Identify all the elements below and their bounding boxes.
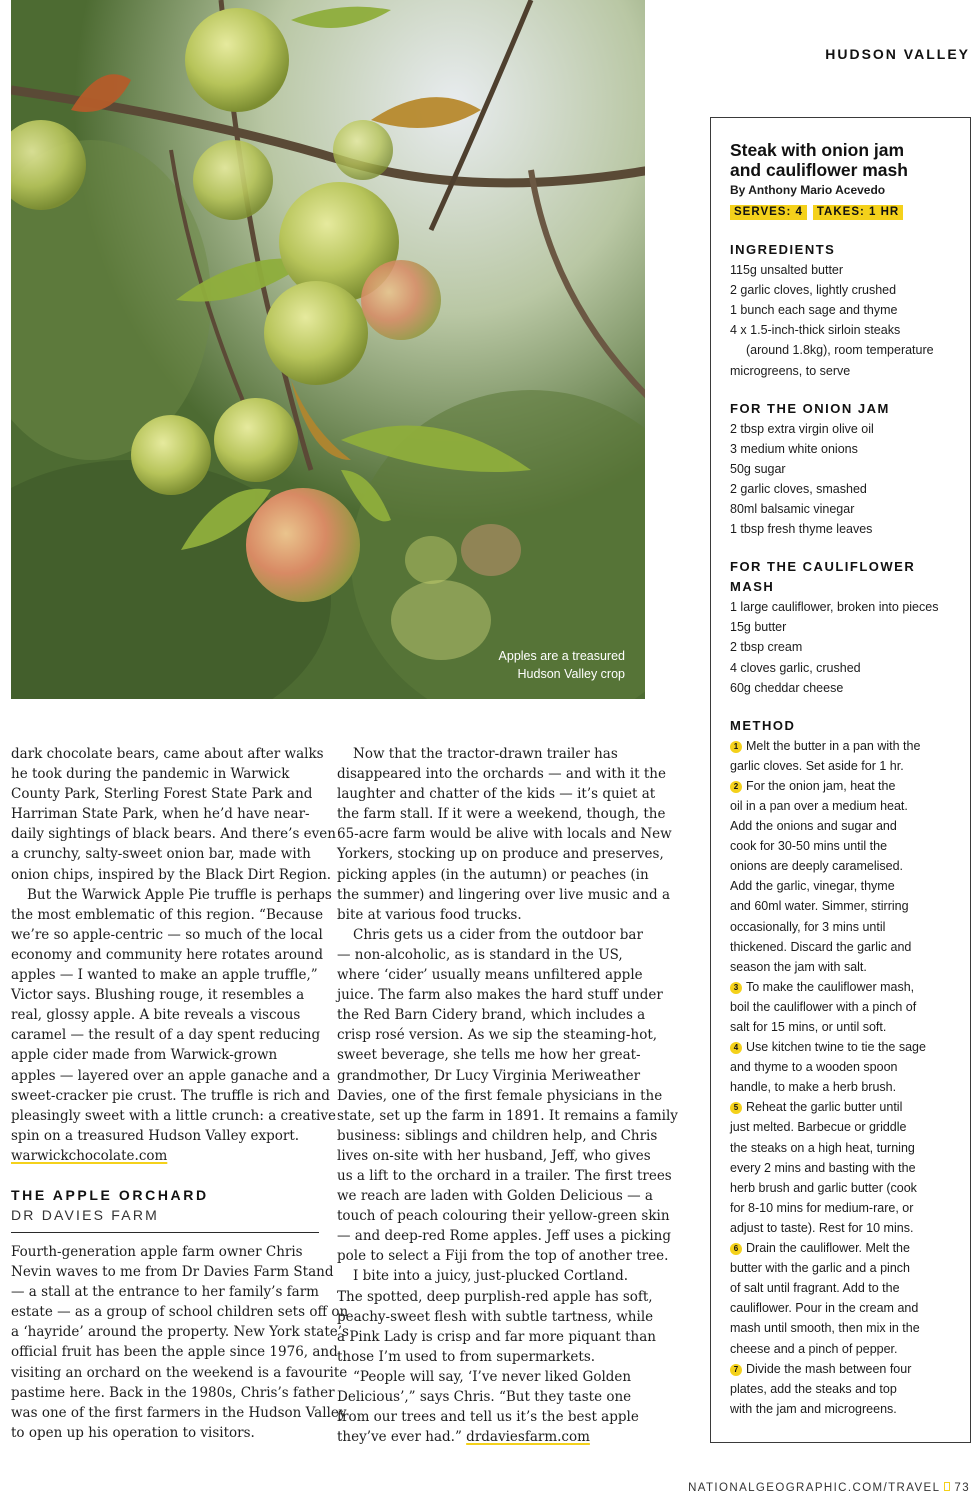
method-line: cook for 30-50 mins until the bbox=[730, 839, 888, 854]
text-line: a Pink Lady is crisp and far more piquant than bbox=[337, 1328, 656, 1345]
text-line: laughter and chatter of the kids — it’s quiet at bbox=[337, 786, 656, 803]
cauliflower-mash-heading: FOR THE CAULIFLOWER MASH bbox=[730, 559, 916, 595]
method-line bbox=[730, 1359, 960, 1379]
onion-jam-list bbox=[730, 419, 960, 540]
recipe-title-line-2: and cauliflower mash bbox=[730, 160, 908, 180]
method-text: Reheat the garlic butter until bbox=[746, 1100, 903, 1115]
text-line: juice. The farm also makes the hard stuff under bbox=[337, 987, 663, 1004]
method-line: cauliflower. Pour in the cream and bbox=[730, 1301, 919, 1316]
method-line: salt for 15 mins, or until soft. bbox=[730, 1020, 887, 1034]
recipe-title bbox=[730, 140, 960, 180]
method-line: with the jam and microgreens. bbox=[730, 1401, 897, 1416]
dr-davies-farm-link[interactable]: drdaviesfarm.com bbox=[466, 1429, 590, 1446]
orchard-paragraph bbox=[11, 1242, 349, 1443]
method-line: Add the garlic, vinegar, thyme bbox=[730, 879, 895, 894]
method-line: season the jam with salt. bbox=[730, 959, 867, 974]
step-number-badge: 1 bbox=[730, 741, 742, 753]
list-item: 60g cheddar cheese bbox=[730, 680, 844, 695]
text-line: — a stall at the entrance to her family’s farm bbox=[11, 1284, 319, 1301]
recipe-box bbox=[710, 117, 971, 1443]
text-line: the farm stall. If it were a weekend, though, the bbox=[337, 806, 666, 823]
intro-paragraph bbox=[11, 744, 336, 1166]
text-line: a crunchy, salty-sweet onion bar, made with bbox=[11, 846, 311, 863]
text-line: — and deep-red Rome apples. Jeff uses a picking bbox=[337, 1228, 671, 1245]
text-line: 65-acre farm would be alive with locals and New bbox=[337, 826, 672, 843]
method-line: adjust to taste). Rest for 10 mins. bbox=[730, 1220, 914, 1235]
method-text: To make the cauliflower mash, bbox=[746, 979, 915, 994]
step-number-badge: 5 bbox=[730, 1102, 742, 1114]
orchard-subheading: DR DAVIES FARM bbox=[11, 1206, 160, 1223]
text-line: the Red Barn Cidery brand, which includes a bbox=[337, 1007, 646, 1024]
text-line: we reach are laden with Golden Delicious — a bbox=[337, 1188, 653, 1205]
text-line: official fruit has been the apple since 1976, and bbox=[11, 1344, 338, 1361]
method-line bbox=[730, 1097, 960, 1117]
text-line: us a lift to the orchard in a trailer. The first trees bbox=[337, 1167, 672, 1184]
method-heading: METHOD bbox=[730, 717, 796, 733]
text-line: pleasingly sweet with a little crunch: a creative bbox=[11, 1107, 336, 1124]
method-line: garlic cloves. Set aside for 1 hr. bbox=[730, 758, 904, 773]
method-steps bbox=[730, 736, 960, 1419]
text-line: pole to select a Fiji from the top of another tree. bbox=[337, 1248, 669, 1265]
warwick-chocolate-link[interactable]: warwickchocolate.com bbox=[11, 1147, 168, 1164]
method-text: For the onion jam, heat the bbox=[746, 778, 896, 793]
list-item: 50g sugar bbox=[730, 461, 786, 476]
text-line: those I’m used to from supermarkets. bbox=[337, 1348, 596, 1365]
method-line: just melted. Barbecue or griddle bbox=[730, 1120, 907, 1135]
step-number-badge: 4 bbox=[730, 1042, 742, 1054]
method-line bbox=[730, 977, 960, 997]
method-line: herb brush and garlic butter (cook bbox=[730, 1180, 917, 1195]
caption-line-2: Hudson Valley crop bbox=[517, 667, 625, 681]
text-line: we’re so apple-centric — so much of the local bbox=[11, 926, 323, 943]
method-line: boil the cauliflower with a pinch of bbox=[730, 999, 917, 1014]
list-item: 2 garlic cloves, lightly crushed bbox=[730, 283, 897, 298]
text-line: Nevin waves to me from Dr Davies Farm Stand bbox=[11, 1264, 334, 1281]
method-line: and 60ml water. Simmer, stirring bbox=[730, 899, 909, 914]
step-number-badge: 7 bbox=[730, 1364, 742, 1376]
method-line: onions are deeply caramelised. bbox=[730, 859, 904, 874]
recipe-title-line-1: Steak with onion jam bbox=[730, 140, 905, 160]
text-line: But the Warwick Apple Pie truffle is perhaps bbox=[27, 886, 332, 903]
method-text: Melt the butter in a pan with the bbox=[746, 738, 921, 753]
method-line: plates, add the steaks and top bbox=[730, 1381, 897, 1396]
photo-caption bbox=[499, 647, 625, 683]
text-line: apples — I wanted to make an apple truffle,” bbox=[11, 967, 318, 984]
method-line: for 8-10 mins for medium-rare, or bbox=[730, 1200, 914, 1215]
text-line: real, glossy apple. A bite reveals a viscous bbox=[11, 1007, 301, 1024]
method-line bbox=[730, 736, 960, 756]
article-column-1 bbox=[11, 744, 349, 1443]
text-line: business: siblings and children help, and Chris bbox=[337, 1127, 658, 1144]
method-line: oil in a pan over a medium heat. bbox=[730, 798, 908, 813]
method-line: mash until smooth, then mix in the bbox=[730, 1321, 920, 1336]
text-line: “People will say, ‘I’ve never liked Golden bbox=[353, 1368, 632, 1385]
onion-jam-heading: FOR THE ONION JAM bbox=[730, 400, 890, 416]
method-line: the steaks on a high heat, turning bbox=[730, 1140, 915, 1155]
method-line: of salt until fragrant. Add to the bbox=[730, 1281, 900, 1296]
method-line: every 2 mins and basting with the bbox=[730, 1160, 916, 1175]
text-line: where ‘cider’ usually means unfiltered apple bbox=[337, 967, 643, 984]
footer-site: NATIONALGEOGRAPHIC.COM/TRAVEL bbox=[688, 1482, 941, 1494]
apple-photo-illustration bbox=[11, 0, 645, 699]
text-line: to open up his operation to visitors. bbox=[11, 1424, 255, 1441]
text-line: Yorkers, stocking up on produce and preserves, bbox=[337, 846, 664, 863]
ingredients-list bbox=[730, 260, 960, 381]
ingredients-heading: INGREDIENTS bbox=[730, 242, 836, 258]
list-item: 1 bunch each sage and thyme bbox=[730, 303, 898, 318]
text-line: state, set up the farm in 1891. It remains a family bbox=[337, 1107, 678, 1124]
text-line: visiting an orchard on the weekend is a favourite bbox=[11, 1364, 348, 1381]
step-number-badge: 6 bbox=[730, 1243, 742, 1255]
list-item: 2 tbsp extra virgin olive oil bbox=[730, 421, 874, 436]
text-line: grandmother, Dr Lucy Virginia Meriweather bbox=[337, 1067, 641, 1084]
section-title: HUDSON VALLEY bbox=[825, 46, 970, 62]
list-item: 4 cloves garlic, crushed bbox=[730, 660, 861, 675]
text-line: peachy-sweet flesh with subtle tartness, while bbox=[337, 1308, 654, 1325]
serves-badge: SERVES: 4 bbox=[730, 205, 807, 220]
text-line: crisp rosé version. As we sip the steaming-hot, bbox=[337, 1027, 658, 1044]
apple-tree-photo bbox=[11, 0, 645, 699]
recipe-badges bbox=[730, 201, 960, 221]
list-item: 80ml balsamic vinegar bbox=[730, 502, 855, 517]
list-item: microgreens, to serve bbox=[730, 363, 851, 378]
method-text: Use kitchen twine to tie the sage bbox=[746, 1040, 926, 1055]
text-line: County Park, Sterling Forest State Park and bbox=[11, 786, 313, 803]
text-line: Delicious’,” says Chris. “But they taste one bbox=[337, 1389, 632, 1405]
text-line: daily sightings of black bears. And there’s even bbox=[11, 826, 336, 843]
text-line: sweet-cracker pie crust. The truffle is rich and bbox=[11, 1087, 330, 1104]
text-line bbox=[337, 1427, 649, 1447]
text-line: touch of peach colouring their yellow-green skin bbox=[337, 1208, 670, 1225]
list-item: (around 1.8kg), room temperature bbox=[746, 343, 934, 358]
text-line: disappeared into the orchards — and with it the bbox=[337, 766, 666, 783]
text-line: sweet beverage, she tells me how her great- bbox=[337, 1047, 641, 1064]
method-line bbox=[730, 776, 960, 796]
method-line bbox=[730, 1238, 960, 1258]
text-line: was one of the first farmers in the Hudson Valley bbox=[11, 1404, 347, 1421]
method-line: cheese and a pinch of pepper. bbox=[730, 1341, 898, 1356]
method-line: occasionally, for 3 mins until bbox=[730, 919, 886, 934]
page-footer bbox=[688, 1482, 970, 1494]
method-line bbox=[730, 1037, 960, 1057]
text-line: Harriman State Park, when he’d have near- bbox=[11, 806, 310, 823]
text-line: Davies, one of the first female physicians in the bbox=[337, 1087, 663, 1104]
text-line: Victor says. Blushing rouge, it resembles a bbox=[11, 987, 305, 1004]
text-line: apples — layered over an apple ganache and a bbox=[11, 1067, 331, 1084]
text-line: The spotted, deep purplish-red apple has soft, bbox=[337, 1288, 653, 1305]
method-text: Divide the mash between four bbox=[746, 1361, 912, 1376]
list-item: 1 tbsp fresh thyme leaves bbox=[730, 522, 873, 537]
method-line: and thyme to a wooden spoon bbox=[730, 1060, 898, 1075]
recipe-byline: By Anthony Mario Acevedo bbox=[730, 183, 886, 197]
text-line: spin on a treasured Hudson Valley export. bbox=[11, 1127, 300, 1144]
text-line: caramel — the result of a day spent reducing bbox=[11, 1027, 321, 1044]
text-line: I bite into a juicy, just-plucked Cortland. bbox=[353, 1268, 629, 1285]
text-line: — non-alcoholic, as is standard in the US, bbox=[337, 946, 623, 963]
section-divider bbox=[11, 1232, 319, 1233]
text-line: the summer) and lingering over live music and a bbox=[337, 886, 671, 903]
list-item: 115g unsalted butter bbox=[730, 263, 844, 278]
takes-badge: TAKES: 1 HR bbox=[813, 205, 903, 220]
method-text: Drain the cauliflower. Melt the bbox=[746, 1241, 910, 1256]
text-line: dark chocolate bears, came about after walks bbox=[11, 746, 324, 762]
list-item: 1 large cauliflower, broken into pieces bbox=[730, 600, 939, 615]
closing-text: they’ve ever had.” bbox=[337, 1429, 462, 1446]
method-line: handle, to make a herb brush. bbox=[730, 1080, 897, 1095]
text-line: onion chips, inspired by the Black Dirt Region. bbox=[11, 866, 332, 883]
list-item: 2 garlic cloves, smashed bbox=[730, 481, 867, 496]
text-line: estate — as a group of school children sets off on bbox=[11, 1304, 349, 1321]
text-line: pastime here. Back in the 1980s, Chris’s father bbox=[11, 1384, 335, 1401]
text-line: Chris gets us a cider from the outdoor bar bbox=[353, 926, 643, 943]
text-line: apple cider made from Warwick-grown bbox=[11, 1047, 278, 1064]
link-line bbox=[11, 1146, 321, 1166]
text-line: bite at various food trucks. bbox=[337, 906, 522, 923]
list-item: 4 x 1.5-inch-thick sirloin steaks bbox=[730, 323, 901, 338]
list-item: 2 tbsp cream bbox=[730, 640, 803, 655]
article-column-2 bbox=[337, 744, 678, 1447]
text-line: the most emblematic of this region. “Because bbox=[11, 906, 324, 923]
page-number: 73 bbox=[954, 1482, 970, 1494]
method-line: thickened. Discard the garlic and bbox=[730, 939, 912, 954]
footer-square-icon bbox=[944, 1482, 950, 1491]
list-item: 3 medium white onions bbox=[730, 441, 858, 456]
text-line: picking apples (in the autumn) or peaches (in bbox=[337, 866, 649, 883]
cauliflower-mash-list bbox=[730, 597, 960, 697]
method-line: Add the onions and sugar and bbox=[730, 819, 897, 834]
orchard-heading: THE APPLE ORCHARD bbox=[11, 1186, 209, 1203]
caption-line-1: Apples are a treasured bbox=[498, 649, 625, 663]
step-number-badge: 3 bbox=[730, 982, 742, 994]
text-line: lives on-site with her husband, Jeff, who gives bbox=[337, 1147, 651, 1164]
list-item: 15g butter bbox=[730, 620, 787, 635]
step-number-badge: 2 bbox=[730, 781, 742, 793]
text-line: he took during the pandemic in Warwick bbox=[11, 766, 290, 783]
text-line: a ‘hayride’ around the property. New York state’s bbox=[11, 1324, 349, 1341]
text-line: Now that the tractor-drawn trailer has bbox=[353, 746, 618, 762]
text-line: Fourth-generation apple farm owner Chris bbox=[11, 1243, 303, 1260]
text-line: from our trees and tell us it’s the best apple bbox=[337, 1409, 639, 1426]
text-line: economy and community here rotates around bbox=[11, 946, 324, 963]
method-line: butter with the garlic and a pinch bbox=[730, 1261, 910, 1276]
